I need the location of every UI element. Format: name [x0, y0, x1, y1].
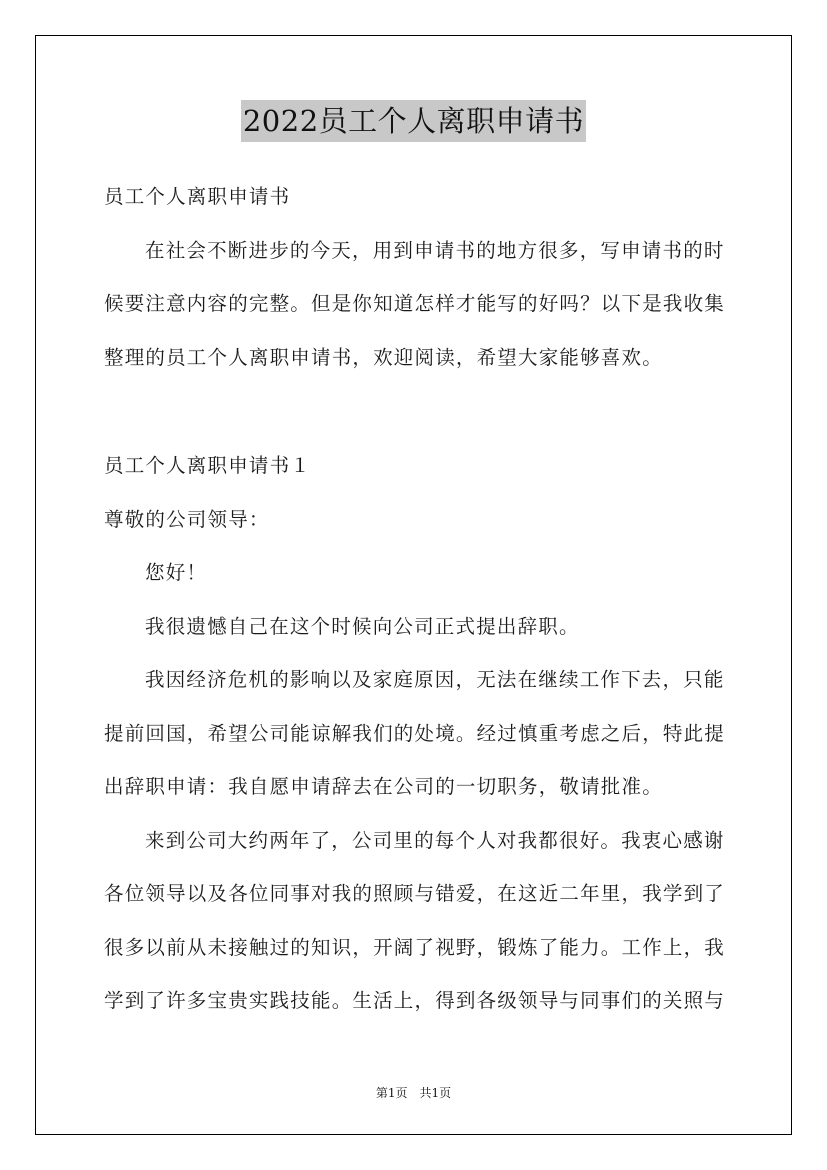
document-title: 2022员工个人离职申请书 — [241, 100, 586, 142]
title-container — [0, 100, 827, 142]
paragraph-line: 在社会不断进步的今天，用到申请书的地方很多，写申请书的时 — [145, 238, 725, 262]
paragraph-line: 候要注意内容的完整。但是你知道怎样才能写的好吗？以下是我收集 — [104, 292, 726, 315]
spacer — [104, 384, 727, 439]
page-footer — [0, 1084, 827, 1101]
paragraph-line: 学到了许多宝贵实践技能。生活上，得到各级领导与同事们的关照与 — [104, 989, 726, 1012]
paragraph-line: 很多以前从未接触过的知识，开阔了视野，锻炼了能力。工作上，我 — [104, 935, 726, 959]
paragraph-line: 整理的员工个人离职申请书，欢迎阅读，希望大家能够喜欢。 — [104, 345, 663, 369]
paragraph-line: 我很遗憾自己在这个时候向公司正式提出辞职。 — [145, 614, 580, 638]
section-heading: 员工个人离职申请书１ — [104, 454, 312, 477]
paragraph-line: 提前回国，希望公司能谅解我们的处境。经过慎重考虑之后，特此提 — [104, 721, 726, 745]
page-number: 第1页 — [375, 1086, 408, 1100]
paragraph-line: 出辞职申请：我自愿申请辞去在公司的一切职务，敬请批准。 — [104, 775, 663, 798]
greeting: 您好！ — [145, 561, 208, 584]
page-total: 共1页 — [419, 1086, 452, 1100]
paragraph-line: 来到公司大约两年了，公司里的每个人对我都很好。我衷心感谢 — [145, 828, 725, 852]
paragraph-line: 我因经济危机的影响以及家庭原因，无法在继续工作下去，只能 — [145, 668, 725, 691]
document-body — [104, 170, 727, 1028]
salutation: 尊敬的公司领导： — [104, 507, 270, 531]
paragraph-line: 各位领导以及各位同事对我的照顾与错爱，在这近二年里，我学到了 — [104, 882, 726, 905]
section-heading: 员工个人离职申请书 — [104, 185, 291, 208]
